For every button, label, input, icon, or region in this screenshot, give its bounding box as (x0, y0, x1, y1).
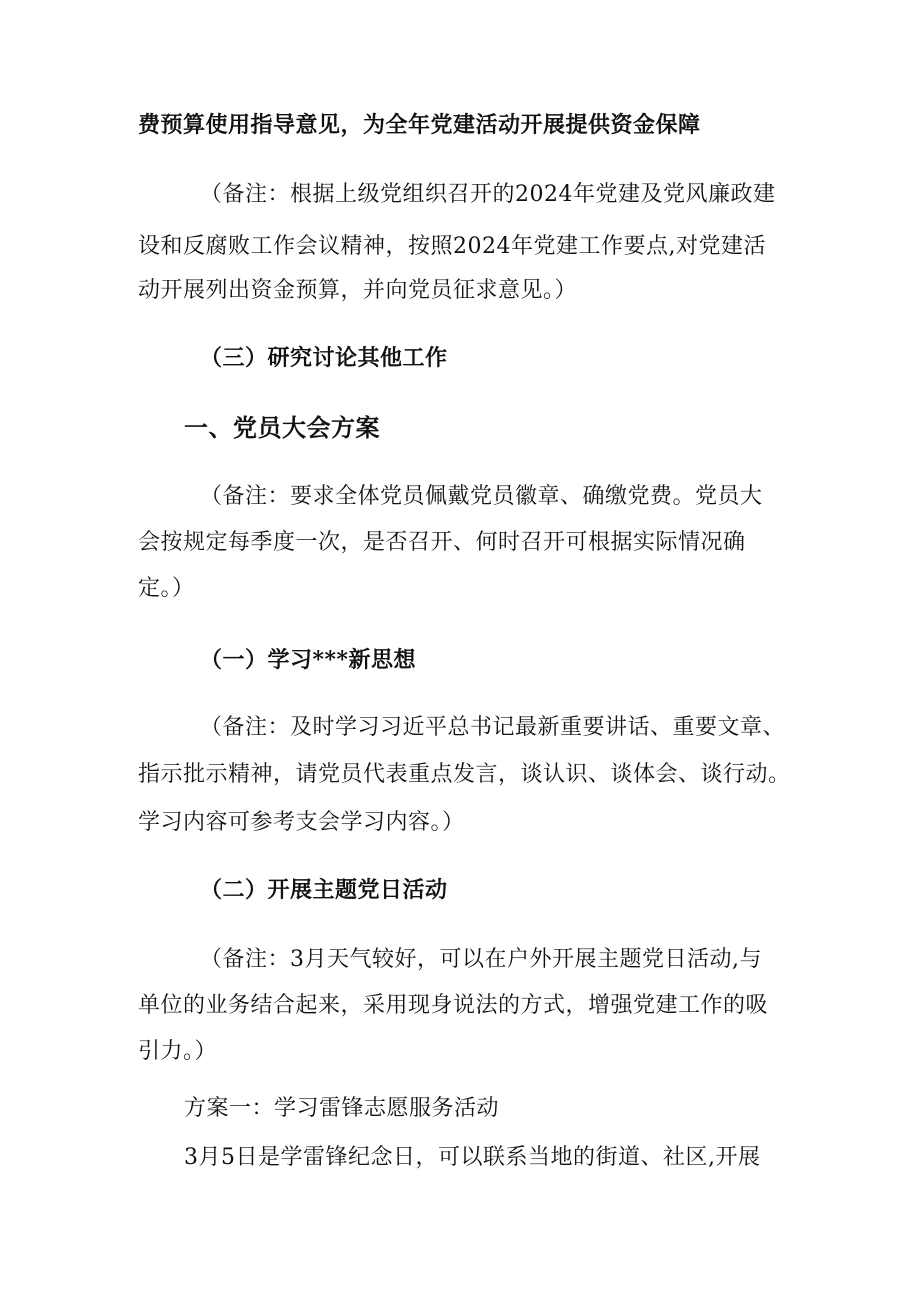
section-heading: （三）研究讨论其他工作 (200, 345, 448, 371)
section-heading: （一）学习***新思想 (200, 647, 417, 673)
note-text-line: 定。） (138, 576, 195, 601)
chapter-heading: 一、党员大会方案 (184, 413, 380, 442)
note-text-line: 设和反腐败工作会议精神，按照2024年党建工作要点,对党建活 (138, 234, 766, 259)
note-text-line: 会按规定每季度一次，是否召开、何时召开可根据实际情况确 (138, 530, 746, 555)
plan-title-line: 方案一：学习雷锋志愿服务活动 (184, 1096, 500, 1121)
note-text-line: 引力。） (138, 1039, 218, 1064)
note-text-line: （备注：根据上级党组织召开的2024年党建及党风廉政建 (200, 182, 776, 207)
body-text-line: 费预算使用指导意见，为全年党建活动开展提供资金保障 (138, 112, 701, 138)
note-text-line: 动开展列出资金预算，并向党员征求意见。） (138, 278, 578, 303)
note-text-line: 单位的业务结合起来，采用现身说法的方式，增强党建工作的吸 (138, 993, 769, 1018)
section-heading: （二）开展主题党日活动 (200, 877, 448, 903)
note-text-line: 学习内容可参考支会学习内容。） (138, 810, 465, 835)
note-text-line: （备注：3月天气较好，可以在户外开展主题党日活动,与 (200, 947, 762, 972)
note-text-line: 指示批示精神，请党员代表重点发言，谈认识、谈体会、谈行动。 (138, 762, 791, 787)
note-text-line: （备注：要求全体党员佩戴党员徽章、确缴党费。党员大 (200, 484, 763, 509)
body-text-line: 3月5日是学雷锋纪念日，可以联系当地的街道、社区,开展 (184, 1145, 761, 1170)
note-text-line: （备注：及时学习习近平总书记最新重要讲话、重要文章、 (200, 715, 786, 740)
